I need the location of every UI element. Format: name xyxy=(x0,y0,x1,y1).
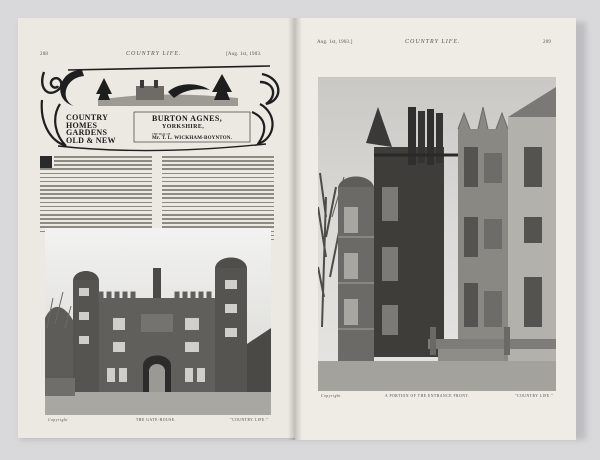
right-photo-caption: A PORTION OF THE ENTRANCE FRONT. xyxy=(385,394,470,398)
left-page-number: 208 xyxy=(40,52,49,57)
series-title-line: OLD & NEW xyxy=(66,135,116,145)
right-photo-credit-left: Copyright xyxy=(321,394,341,398)
right-photo-credit-right: "COUNTRY LIFE." xyxy=(515,394,554,398)
right-date: Aug. 1st, 1903.] xyxy=(317,40,353,45)
entrance-front-photo xyxy=(318,77,556,391)
book-spine-shadow xyxy=(288,18,302,440)
right-page xyxy=(295,18,576,440)
left-date: [Aug. 1st, 1903. xyxy=(226,52,262,57)
series-title-line: HOMES xyxy=(66,120,98,130)
left-page xyxy=(18,18,296,438)
left-photo-caption: THE GATE-HOUSE. xyxy=(136,418,177,422)
series-title-line: COUNTRY xyxy=(66,113,109,122)
right-running-title: COUNTRY LIFE. xyxy=(405,39,461,45)
article-subtitle: YORKSHIRE, xyxy=(162,124,205,130)
left-photo-credit-left: Copyright xyxy=(48,418,68,422)
seat-line: THE SEAT OF xyxy=(152,132,171,136)
banner xyxy=(38,60,286,156)
owner-line: Mr. T. L. WICKHAM-BOYNTON. xyxy=(152,136,233,141)
right-page-number: 209 xyxy=(543,40,552,45)
series-title xyxy=(66,114,116,144)
drop-cap xyxy=(40,156,52,168)
gate-house-photo xyxy=(45,228,271,415)
series-title-line: GARDENS xyxy=(66,128,108,137)
article-title: BURTON AGNES, xyxy=(152,114,223,123)
left-running-title: COUNTRY LIFE. xyxy=(126,51,182,57)
left-photo-credit-right: "COUNTRY LIFE." xyxy=(230,418,269,422)
